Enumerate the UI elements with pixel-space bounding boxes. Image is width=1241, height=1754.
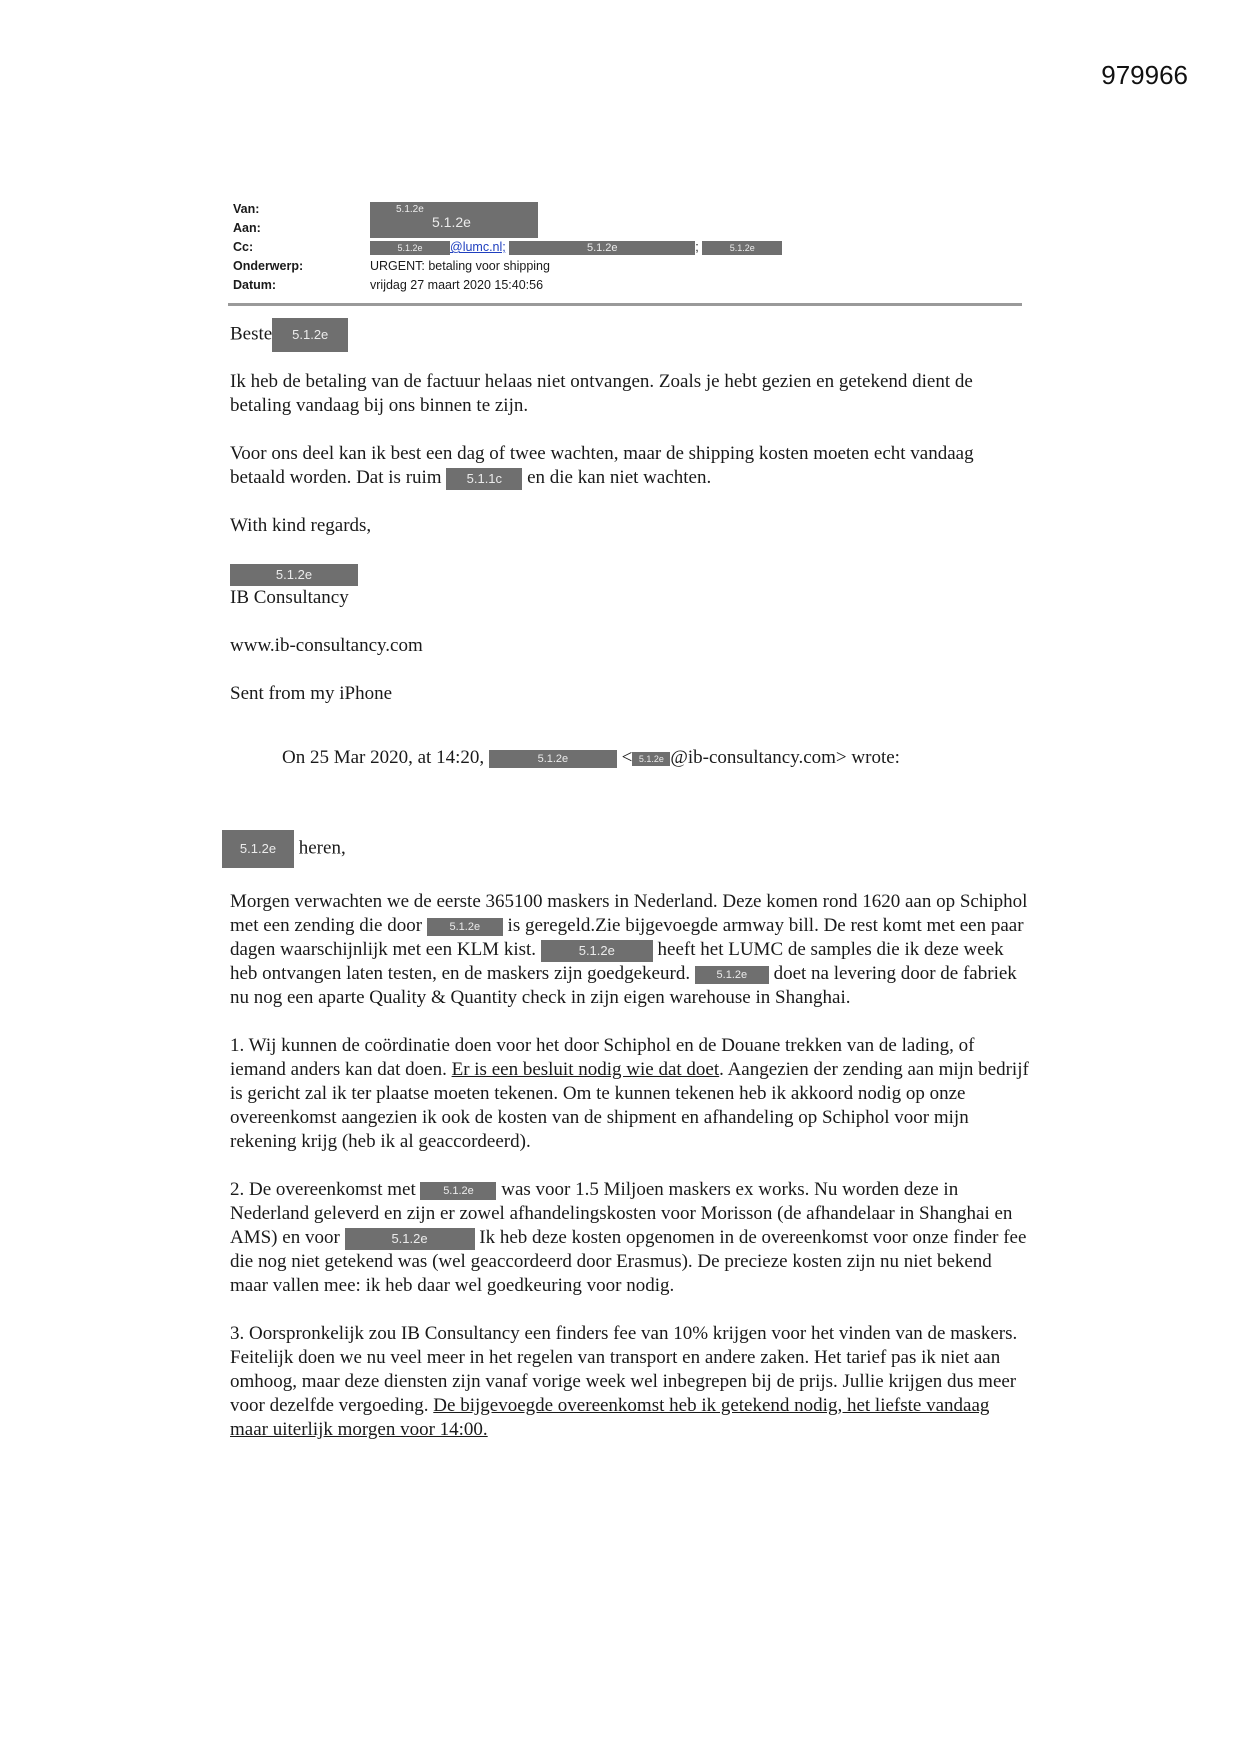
redaction-signature: 5.1.2e <box>230 564 358 586</box>
cc-label: Cc: <box>233 240 254 254</box>
signature-redaction-line <box>230 562 1030 586</box>
point-3-underlined: De bijgevoegde overeenkomst heb ik getekend nodig, het liefste vandaag maar uiterlijk morgen voor 14:00. <box>230 1395 990 1440</box>
sent-from: Sent from my iPhone <box>230 683 393 704</box>
point-2-text-c: Ik heb deze kosten opgenomen in de overeenkomst voor onze finder fee die nog niet getekend was (wel geaccordeerd door Erasmus). De precieze kosten zijn nu niet bekend maar vallen mee: ik heb daar wel goedkeuring voor nodig. <box>230 1227 1027 1296</box>
redaction-salutation: 5.1.2e <box>222 830 294 868</box>
point-1-underlined: Er is een besluit nodig wie dat doet <box>451 1059 720 1080</box>
redaction-cc-3: 5.1.2e <box>702 241 782 255</box>
redaction-cc-2: 5.1.2e <box>509 241 695 255</box>
redaction-point-2-2: 5.1.2e <box>345 1228 475 1250</box>
point-1-text-a: 1. Wij kunnen de coördinatie doen voor het door Schiphol en de Douane trekken van de lading, of iemand anders kan dat doen. <box>230 1035 975 1080</box>
date-label: Datum: <box>233 278 277 292</box>
paragraph-shipping-text-a: Voor ons deel kan ik best een dag of twee wachten, maar de shipping kosten moeten echt vandaag betaald worden. Dat is ruim <box>230 443 974 488</box>
to-label: Aan: <box>233 221 261 235</box>
redaction-point-2-1: 5.1.2e <box>420 1182 496 1200</box>
cc-separator: ; <box>695 240 699 254</box>
document-number: 979966 <box>1101 60 1188 90</box>
redaction-quoted-email: 5.1.2e <box>632 752 670 766</box>
arrival-text-d: doet na levering door de fabriek nu nog een aparte Quality & Quantity check in zijn eigen warehouse in Shanghai. <box>230 963 1017 1008</box>
point-3-text-a: 3. Oorspronkelijk zou IB Consultancy een finders fee van 10% krijgen voor het vinden van de maskers. Feitelijk doen we nu veel meer in het regelen van transport en andere zaken. Het tarief pas ik niet aan omhoog, maar deze diensten zijn vanaf vorige week wel inbegrepen bij de prijs. Jullie krijgen dus meer voor dezelfde vergoeding. <box>230 1323 1018 1416</box>
salutation-text: heren, <box>298 837 346 859</box>
cc-domain-link[interactable]: @lumc.nl; <box>450 240 506 254</box>
redaction-quoted-sender: 5.1.2e <box>489 750 617 768</box>
subject-value: URGENT: betaling voor shipping <box>370 259 550 273</box>
email-body <box>230 318 1030 1442</box>
closing: With kind regards, <box>230 515 372 536</box>
company-name: IB Consultancy <box>230 587 349 608</box>
from-label: Van: <box>233 202 260 216</box>
quoted-paragraph-arrival <box>230 890 1030 1010</box>
date-row <box>233 276 1023 295</box>
from-row <box>233 200 1023 219</box>
quoted-point-2 <box>230 1178 1030 1298</box>
header-divider <box>228 303 1022 306</box>
to-row <box>233 219 1023 238</box>
subject-label: Onderwerp: <box>233 259 304 273</box>
cc-value <box>370 238 782 257</box>
redaction-amount: 5.1.1c <box>446 468 522 490</box>
redaction-arrival-3: 5.1.2e <box>695 966 769 984</box>
date-value: vrijdag 27 maart 2020 15:40:56 <box>370 278 544 292</box>
paragraph-shipping <box>230 442 1030 490</box>
website[interactable]: www.ib-consultancy.com <box>230 635 423 656</box>
arrival-text-c: heeft het LUMC de samples die ik deze week heb ontvangen laten testen, en de maskers zijn goedgekeurd. <box>230 939 1004 984</box>
paragraph-payment: Ik heb de betaling van de factuur helaas niet ontvangen. Zoals je hebt gezien en getekend dient de betaling vandaag bij ons binnen te zijn. <box>230 371 973 416</box>
point-2-text-b: was voor 1.5 Miljoen maskers ex works. Nu worden deze in Nederland geleverd en zijn er zowel afhandelingskosten voor Morisson (de afhandelaar in Shanghai en AMS) en voor <box>230 1179 1013 1248</box>
cc-row <box>233 238 1023 257</box>
point-2-text-a: 2. De overeenkomst met <box>230 1179 416 1200</box>
greeting-line <box>230 318 1030 352</box>
quoted-point-3 <box>230 1322 1030 1442</box>
quoted-intro <box>230 746 1030 770</box>
quoted-intro-text-b: @ib-consultancy.com> wrote: <box>670 747 900 768</box>
quoted-salutation <box>222 830 1030 868</box>
redaction-to: 5.1.2e <box>432 214 471 230</box>
redaction-arrival-2: 5.1.2e <box>541 940 653 962</box>
redaction-cc-1: 5.1.2e <box>370 241 450 255</box>
arrival-text-b: is geregeld.Zie bijgevoegde armway bill. De rest komt met een paar dagen waarschijnlijk met een KLM kist. <box>230 915 1024 960</box>
arrival-text-a: Morgen verwachten we de eerste 365100 maskers in Nederland. Deze komen rond 1620 aan op Schiphol met een zending die door <box>230 891 1028 936</box>
greeting: Beste <box>230 323 273 345</box>
quoted-point-1 <box>230 1034 1030 1154</box>
redaction-from-to <box>370 202 538 238</box>
quoted-intro-lt: < <box>621 747 633 768</box>
subject-row <box>233 257 1023 276</box>
redaction-greeting: 5.1.2e <box>272 318 348 352</box>
redaction-from: 5.1.2e <box>396 204 424 215</box>
email-header <box>233 200 1023 295</box>
quoted-intro-text-a: On 25 Mar 2020, at 14:20, <box>282 747 485 768</box>
redaction-arrival-1: 5.1.2e <box>427 918 503 936</box>
point-1-text-b: . Aangezien der zending aan mijn bedrijf is gericht zal ik ter plaatse moeten tekenen. Om te kunnen tekenen heb ik akkoord nodig op onze overeenkomst aangezien ik ook de kosten van de shipment en afhandeling op Schiphol voor mijn rekening krijg (heb ik al geaccordeerd). <box>230 1059 1029 1152</box>
paragraph-shipping-text-b: en die kan niet wachten. <box>527 467 712 488</box>
